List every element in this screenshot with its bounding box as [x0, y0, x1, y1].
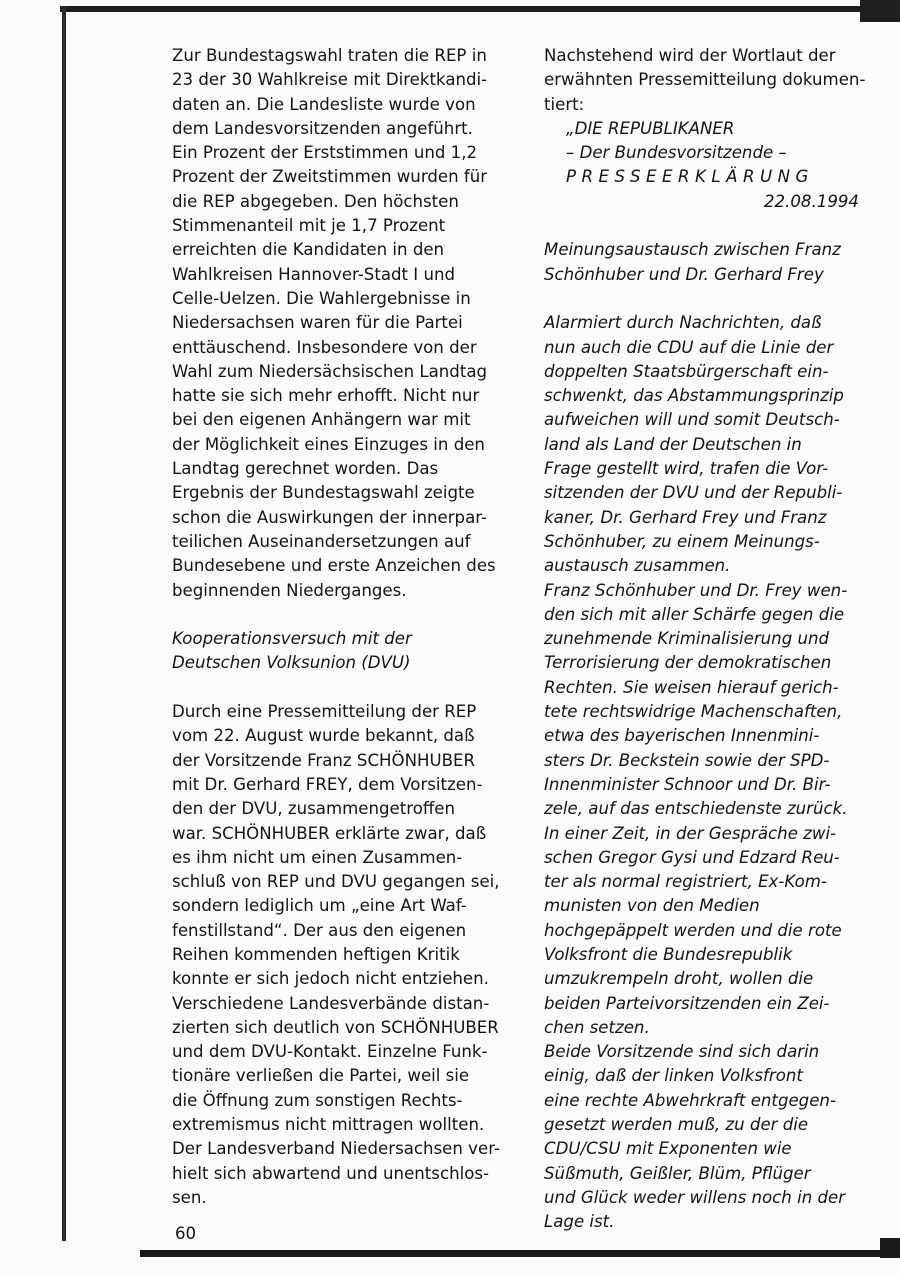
press-release-role: – Der Bundesvorsitzende –	[566, 143, 787, 163]
press-release-title: Meinungsaustausch zwischen Franz Schönhuber und Dr. Gerhard Frey	[544, 240, 841, 284]
dvu-section-heading: Kooperationsversuch mit der Deutschen Volksunion (DVU)	[172, 629, 412, 673]
press-release-intro: Nachstehend wird der Wortlaut der erwähnten Pressemitteilung dokumen- tiert:	[544, 46, 866, 114]
press-release-party: „DIE REPUBLIKANER	[566, 118, 735, 138]
election-results-paragraph: Zur Bundestagswahl traten die REP in 23 der 30 Wahlkreise mit Direktkandi- daten an. Die Landesliste wurde von dem Landesvorsitzenden angeführt. Ein Prozent der Erststimmen und 1,2 Prozent der Zweitstimmen wurden für die REP abgegeben. Den höchsten Stimmenanteil mit je 1,7 Prozent erreichten die Kandidaten in den Wahlkreisen Hannover-Stadt I und Celle-Uelzen. Die Wahlergebnisse in Niedersachsen waren für die Partei enttäuschend. Insbesondere von der Wahl zum Niedersächsischen Landtag hatte sie sich mehr erhofft. Nicht nur bei den eigenen Anhängern war mit der Möglichkeit eines Einzuges in den Landtag gerechnet worden. Das Ergebnis der Bundestagswahl zeigte schon die Auswirkungen der innerpar- teilichen Auseinandersetzungen auf Bundesebene und erste Anzeichen des beginnenden Niederganges.	[172, 46, 496, 600]
scan-border-bottom	[140, 1250, 900, 1257]
scan-border-left	[62, 6, 66, 1241]
press-release-date: 22.08.1994	[763, 191, 859, 211]
press-release-paragraph-2: Franz Schönhuber und Dr. Frey wen- den sich mit aller Schärfe gegen die zunehmende Kriminalisierung und Terrorisierung der demokratischen Rechten. Sie weisen hierauf gerich- tete rechtswidrige Machenschaften, etwa des bayerischen Innenmini- sters Dr. Beckstein sowie der SPD- Innenminister Schnoor und Dr. Bir- zele, auf das entschiedenste zurück. In einer Zeit, in der Gespräche zwi- schen Gregor Gysi und Edzard Reu- ter als normal registriert, Ex-Kom- munisten von den Medien hochgepäppelt werden und die rote Volksfront die Bundesrepublik umzukrempeln droht, wollen die beiden Parteivorsitzenden ein Zei- chen setzen.	[544, 580, 848, 1037]
press-release-paragraph-3: Beide Vorsitzende sind sich darin einig, daß der linken Volksfront eine rechte Abwehrkraft entgegen- gesetzt werden muß, zu der die CDU/CSU mit Exponenten wie Süßmuth, Geißler, Blüm, Pflüger und Glück weder willens noch in der Lage ist.	[544, 1042, 846, 1232]
scan-corner-bottom-right	[880, 1238, 900, 1258]
page-number: 60	[175, 1224, 197, 1243]
dvu-cooperation-paragraph: Durch eine Pressemitteilung der REP vom 22. August wurde bekannt, daß der Vorsitzende Franz SCHÖNHUBER mit Dr. Gerhard FREY, dem Vorsitzen- den der DVU, zusammengetroffen war. SCHÖNHUBER erklärte zwar, daß es ihm nicht um einen Zusammen- schluß von REP und DVU gegangen sei, sondern lediglich um „eine Art Waf- fenstillstand“. Der aus den eigenen Reihen kommenden heftigen Kritik konnte er sich jedoch nicht entziehen. Verschiedene Landesverbände distan- zierten sich deutlich von SCHÖNHUBER und dem DVU-Kontakt. Einzelne Funk- tionäre verließen die Partei, weil sie die Öffnung zum sonstigen Rechts- extremismus nicht mittragen wollten. Der Landesverband Niedersachsen ver- hielt sich abwartend und unentschlos- sen.	[172, 702, 500, 1207]
press-release-paragraph-1: Alarmiert durch Nachrichten, daß nun auch die CDU auf die Linie der doppelten Staatsbürgerschaft ein- schwenkt, das Abstammungsprinzip aufweichen will und somit Deutsch- land als Land der Deutschen in Frage gestellt wird, trafen die Vor- sitzenden der DVU und der Republi- kaner, Dr. Gerhard Frey und Franz Schönhuber, zu einem Meinungs- austausch zusammen.	[544, 313, 844, 576]
scan-corner-top-right	[860, 0, 900, 22]
right-column	[544, 44, 889, 1235]
scan-border-top	[60, 6, 892, 12]
left-column	[172, 44, 517, 1210]
press-release-type: PRESSEERKLÄRUNG	[566, 167, 814, 187]
